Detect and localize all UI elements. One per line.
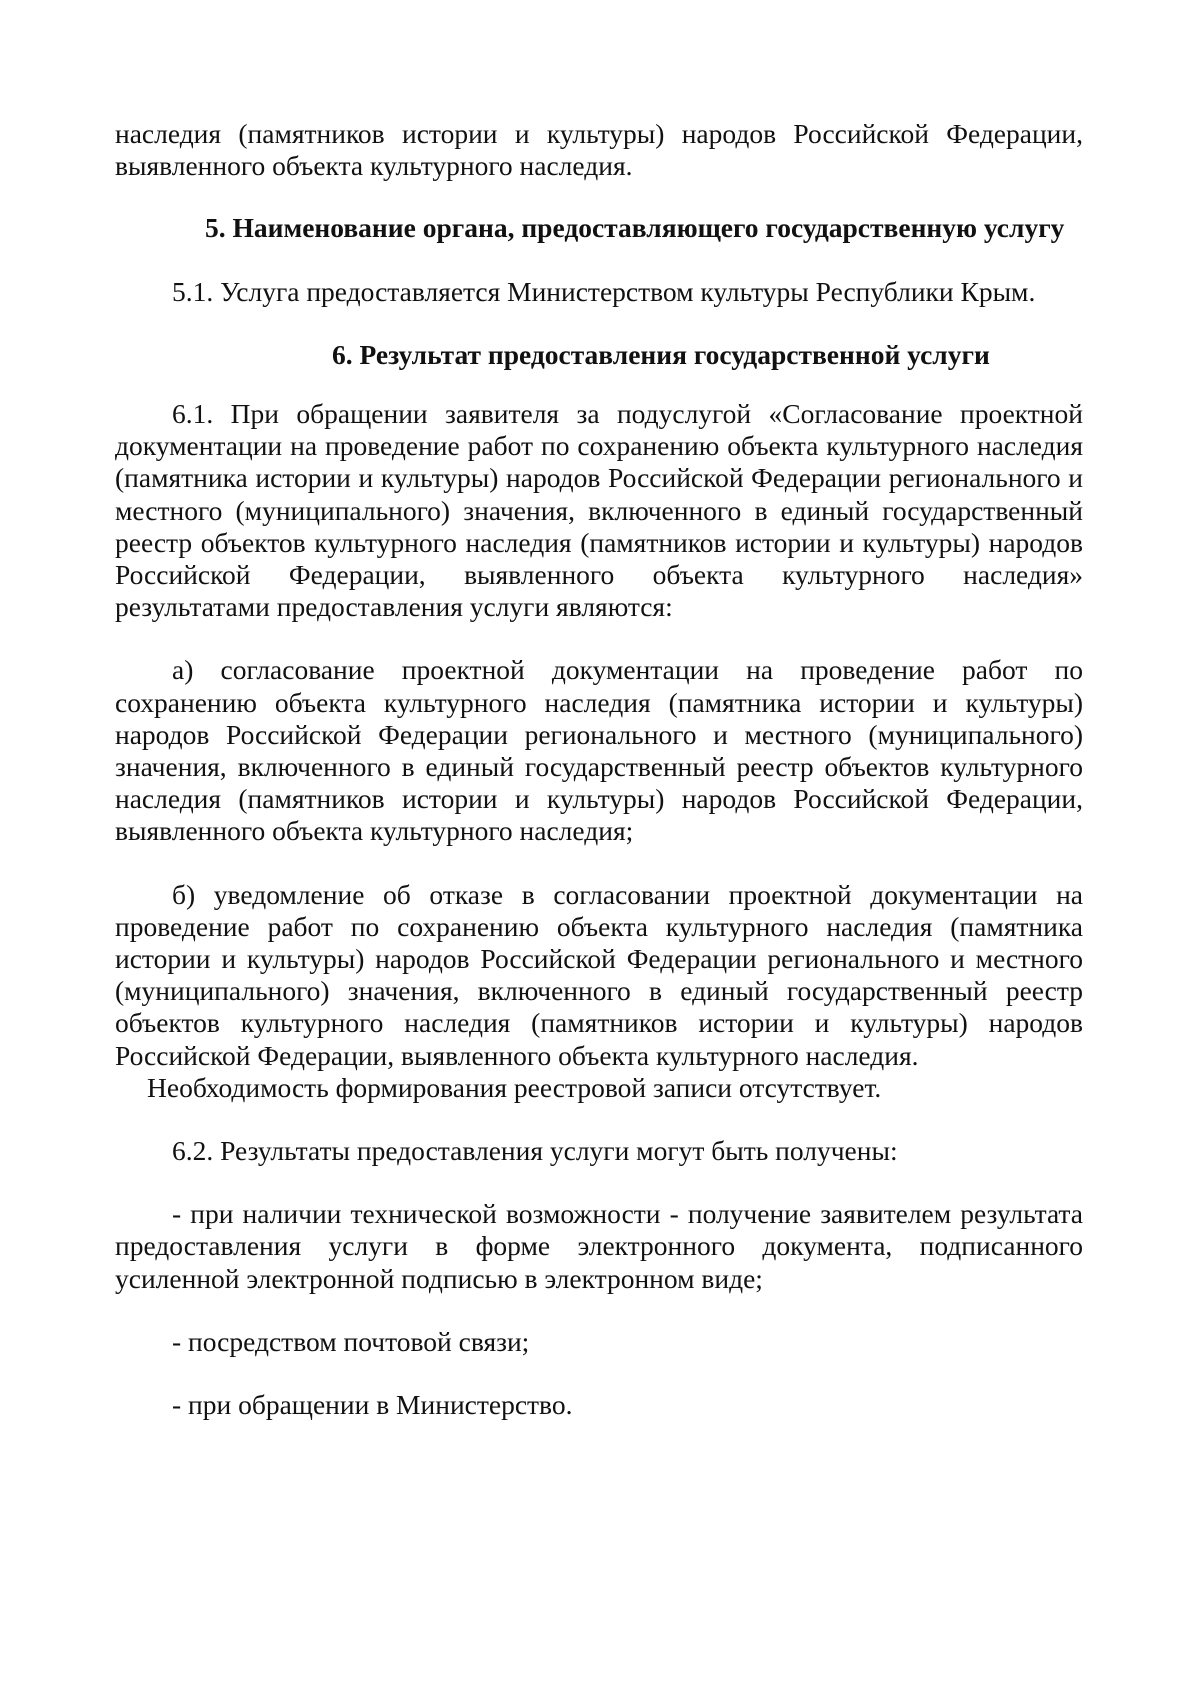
section-6-2-paragraph: 6.2. Результаты предоставления услуги могут быть получены: xyxy=(172,1135,898,1167)
delivery-option-electronic: - при наличии технической возможности - получение заявителем результата предоставления услуги в форме электронного документа, подписанного усиленной электронной подписью в электронном виде; xyxy=(115,1198,1083,1294)
delivery-option-post: - посредством почтовой связи; xyxy=(172,1325,530,1357)
section-6-heading: 6. Результат предоставления государственной услуги xyxy=(332,338,990,370)
document-page xyxy=(115,118,1083,1421)
result-item-a: а) согласование проектной документации на проведение работ по сохранению объекта культурного наследия (памятника истории и культуры) народов Российской Федерации регионального и местного (муниципального) значения, включенного в единый государственный реестр объектов культурного наследия (памятников истории и культуры) народов Российской Федерации, выявленного объекта культурного наследия; xyxy=(115,654,1083,847)
registry-note: Необходимость формирования реестровой записи отсутствует. xyxy=(147,1071,882,1103)
delivery-option-ministry: - при обращении в Министерство. xyxy=(172,1389,573,1421)
section-5-1-paragraph: 5.1. Услуга предоставляется Министерством культуры Республики Крым. xyxy=(172,275,1036,307)
continuation-paragraph: наследия (памятников истории и культуры) народов Российской Федерации, выявленного объекта культурного наследия. xyxy=(115,118,1083,182)
result-item-b: б) уведомление об отказе в согласовании проектной документации на проведение работ по сохранению объекта культурного наследия (памятника истории и культуры) народов Российской Федерации регионального и местного (муниципального) значения, включенного в единый государственный реестр объектов культурного наследия (памятников истории и культуры) народов Российской Федерации, выявленного объекта культурного наследия. xyxy=(115,878,1083,1071)
section-6-1-paragraph: 6.1. При обращении заявителя за подуслугой «Согласование проектной документации на проведение работ по сохранению объекта культурного наследия (памятника истории и культуры) народов Российской Федерации регионального и местного (муниципального) значения, включенного в единый государственный реестр объектов культурного наследия (памятников истории и культуры) народов Российской Федерации, выявленного объекта культурного наследия» результатами предоставления услуги являются: xyxy=(115,398,1083,623)
section-5-heading: 5. Наименование органа, предоставляющего государственную услугу xyxy=(205,212,1065,244)
